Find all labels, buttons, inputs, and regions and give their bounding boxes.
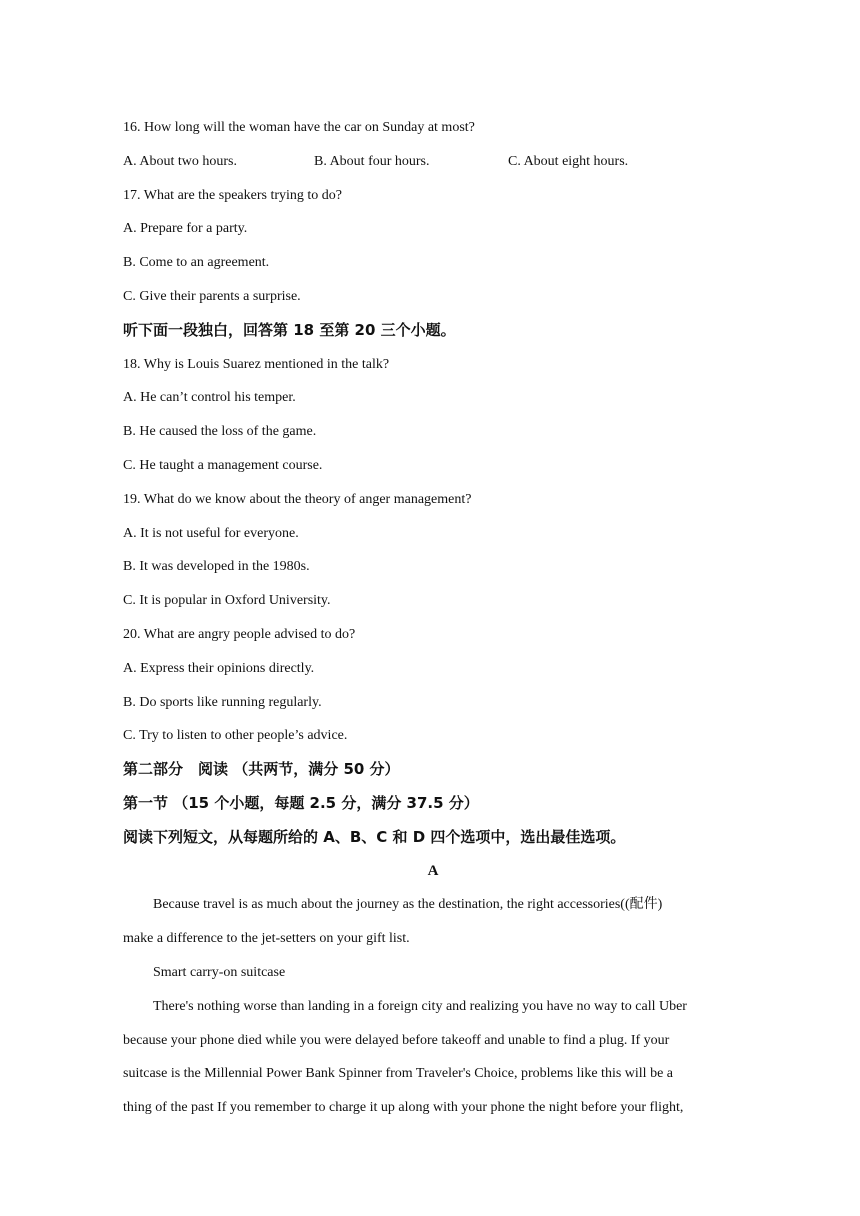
passage-intro-line-1: Because travel is as much about the journey as the destination, the right accessories((配件)	[153, 897, 663, 913]
question-20-option-c: C. Try to listen to other people’s advice.	[123, 728, 348, 744]
passage-body-line-4: thing of the past If you remember to charge it up along with your phone the night before your flight,	[123, 1100, 684, 1116]
passage-body-line-2: because your phone died while you were delayed before takeoff and unable to find a plug. If your	[123, 1032, 670, 1048]
question-19-option-b: B. It was developed in the 1980s.	[123, 559, 310, 575]
section-one-heading: 第一节 （15 个小题，每题 2.5 分，满分 37.5 分）	[123, 793, 479, 812]
question-17-option-b: B. Come to an agreement.	[123, 255, 270, 271]
question-17-option-a: A. Prepare for a party.	[123, 221, 248, 237]
question-18-option-a: A. He can’t control his temper.	[123, 390, 296, 406]
question-16-option-c: C. About eight hours.	[508, 153, 629, 169]
passage-intro-line-2: make a difference to the jet-setters on your gift list.	[123, 931, 410, 947]
passage-subtitle: Smart carry-on suitcase	[153, 964, 286, 980]
question-16-stem: 16. How long will the woman have the car on Sunday at most?	[123, 120, 475, 135]
passage-title: A	[427, 862, 439, 879]
document-page	[123, 111, 743, 1125]
question-19-option-c: C. It is popular in Oxford University.	[123, 593, 331, 609]
question-20-option-a: A. Express their opinions directly.	[123, 660, 315, 676]
question-18-option-c: C. He taught a management course.	[123, 457, 323, 473]
part-two-heading: 第二部分 阅读 （共两节，满分 50 分）	[123, 760, 400, 779]
question-20-stem: 20. What are angry people advised to do?	[123, 626, 356, 642]
question-19-option-a: A. It is not useful for everyone.	[123, 525, 299, 541]
monologue-heading: 听下面一段独白，回答第 18 至第 20 三个小题。	[123, 320, 456, 339]
question-16-option-b: B. About four hours.	[314, 153, 430, 169]
question-20-option-b: B. Do sports like running regularly.	[123, 694, 322, 710]
question-19-stem: 19. What do we know about the theory of anger management?	[123, 491, 472, 507]
question-16-options	[123, 145, 743, 179]
question-18-option-b: B. He caused the loss of the game.	[123, 424, 317, 440]
question-17-option-c: C. Give their parents a surprise.	[123, 288, 301, 304]
passage-body-line-1: There's nothing worse than landing in a foreign city and realizing you have no way to call Uber	[153, 998, 687, 1014]
question-18-stem: 18. Why is Louis Suarez mentioned in the talk?	[123, 356, 390, 372]
question-17-stem: 17. What are the speakers trying to do?	[123, 187, 343, 203]
reading-instruction: 阅读下列短文，从每题所给的 A、B、C 和 D 四个选项中，选出最佳选项。	[123, 827, 626, 846]
passage-body-line-3: suitcase is the Millennial Power Bank Spinner from Traveler's Choice, problems like this will be a	[123, 1066, 673, 1082]
question-16-option-a: A. About two hours.	[123, 153, 237, 169]
